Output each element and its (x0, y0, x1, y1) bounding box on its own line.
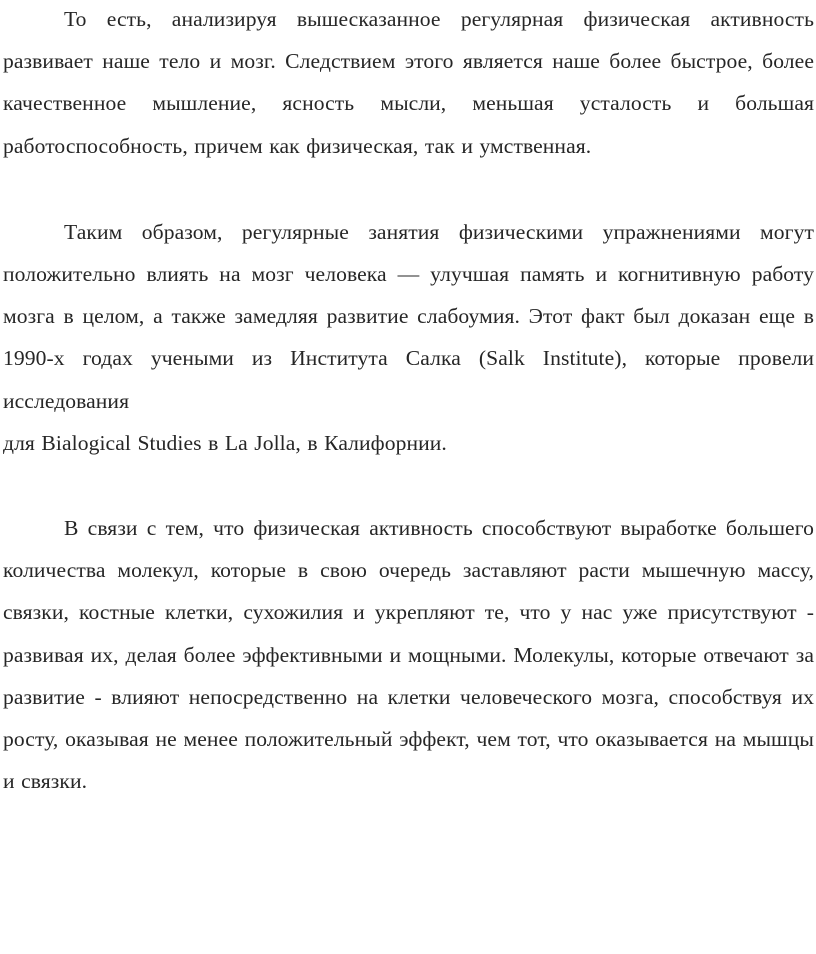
paragraph-2-tail: для Bialogical Studies в La Jolla, в Калифорнии. (3, 430, 447, 455)
paragraph-2-main: Таким образом, регулярные занятия физическими упражнениями могут положительно влиять на мозг человека — улучшая память и когнитивную работу мозга в целом, а также замедляя развитие слабоумия. Этот факт был доказан еще в 1990-х годах учеными из Института Салка (Salk Institute), которые провели исследования (3, 219, 814, 413)
paragraph-1: То есть, анализируя вышесказанное регулярная физическая активность развивает наше тело и мозг. Следствием этого является наше более быстрое, более качественное мышление, ясность мысли, меньшая усталость и большая работоспособность, причем как физическая, так и умственная. (3, 7, 814, 158)
paragraph-3: В связи с тем, что физическая активность способствуют выработке большего количества молекул, которые в свою очередь заставляют расти мышечную массу, связки, костные клетки, сухожилия и укрепляют те, что у нас уже присутствуют - развивая их, делая более эффективными и мощными. Молекулы, которые отвечают за развитие - влияют непосредственно на клетки человеческого мозга, способствуя их росту, оказывая не менее положительный эффект, чем тот, что оказывается на мышцы и связки. (3, 516, 814, 794)
paragraph-2 (3, 211, 814, 464)
document-page (3, 0, 814, 802)
